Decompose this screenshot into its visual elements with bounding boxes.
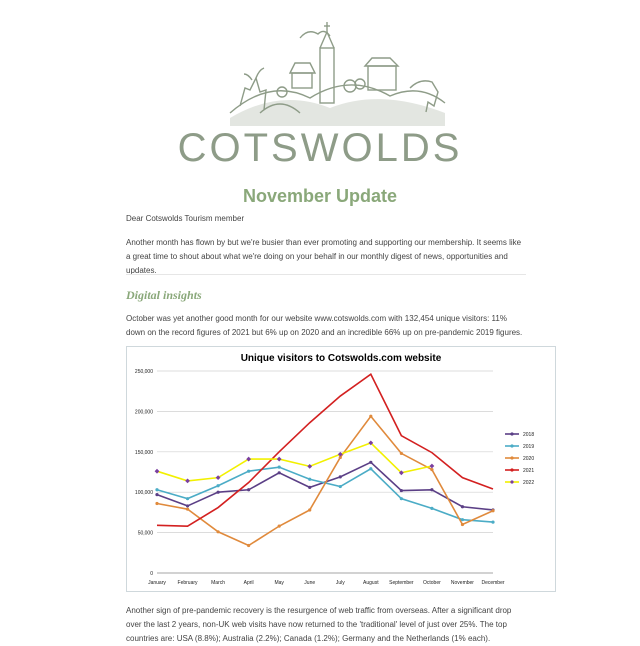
x-tick-label: November	[450, 580, 474, 586]
data-point	[155, 493, 158, 496]
data-point	[430, 488, 433, 491]
data-point	[247, 470, 250, 473]
brand-name: COTSWOLDS	[177, 126, 463, 170]
insights-paragraph: October was yet another good month for our website www.cotswolds.com with 132,454 unique visitors: 11% down on the record figures of 2021 but 6% up on 2020 and an incredible 66% up on pre-pandemic 2019 figures.	[126, 314, 523, 337]
data-point	[369, 461, 372, 464]
x-tick-label: March	[211, 580, 226, 586]
data-point	[400, 452, 403, 455]
x-tick-label: August	[363, 580, 379, 586]
overseas-paragraph: Another sign of pre-pandemic recovery is the resurgence of web traffic from overseas. After a significant drop over the last 2 years, non-UK web visits have now returned to the 'traditional' level of just over 25%. The top countries are: USA (8.8%); Australia (2.2%); Canada (1.2%); Germany and the Netherlands (1% each).	[126, 606, 512, 643]
data-point	[216, 530, 219, 533]
legend-marker	[510, 480, 513, 483]
data-point	[216, 491, 219, 494]
data-point	[491, 520, 494, 523]
legend-label: 2020	[523, 456, 535, 462]
x-tick-label: June	[304, 580, 316, 586]
x-tick-label: February	[177, 580, 198, 586]
x-tick-label: October	[423, 580, 441, 586]
data-point	[186, 497, 189, 500]
data-point	[278, 471, 281, 474]
data-point	[461, 523, 464, 526]
data-point	[186, 508, 189, 511]
x-tick-label: July	[335, 580, 345, 586]
series-line-2021	[157, 374, 493, 526]
x-tick-label: April	[243, 580, 254, 586]
legend-label: 2022	[523, 480, 535, 486]
data-point	[400, 497, 403, 500]
legend-label: 2021	[523, 468, 535, 474]
data-point	[308, 478, 311, 481]
data-point	[400, 489, 403, 492]
y-tick-label: 150,000	[134, 449, 153, 456]
legend-label: 2019	[523, 444, 535, 450]
data-point	[339, 475, 342, 478]
legend-marker	[510, 444, 513, 447]
data-point	[278, 525, 281, 528]
series-line-2022	[157, 443, 432, 481]
page-title: November Update	[242, 186, 398, 206]
y-tick-label: 200,000	[134, 409, 153, 416]
series-line-2018	[157, 462, 493, 510]
y-tick-label: 250,000	[134, 369, 153, 375]
data-point	[186, 504, 189, 507]
visitors-chart-svg	[127, 347, 555, 591]
y-tick-label: 100,000	[134, 490, 153, 497]
legend-label: 2018	[523, 432, 535, 438]
data-point	[278, 466, 281, 469]
data-point	[369, 415, 372, 418]
section-divider	[126, 274, 526, 275]
greeting-text: Dear Cotswolds Tourism member	[126, 214, 245, 223]
data-point	[491, 509, 494, 512]
data-point	[461, 505, 464, 508]
x-tick-label: September	[389, 580, 414, 586]
intro-paragraph: Another month has flown by but we're busier than ever promoting and supporting our membership. It seems like a great time to shout about what we're doing on your behalf in our monthly digest of news, opportunities and updates.	[126, 238, 522, 275]
data-point	[247, 488, 250, 491]
data-point	[247, 544, 250, 547]
data-point	[461, 518, 464, 521]
data-point	[308, 486, 311, 489]
x-tick-label: May	[274, 580, 284, 586]
legend-marker	[510, 456, 513, 459]
data-point	[369, 467, 372, 470]
section-heading: Digital insights	[126, 288, 202, 302]
data-point	[155, 488, 158, 491]
data-point	[216, 484, 219, 487]
data-point	[430, 468, 433, 471]
y-tick-label: 50,000	[137, 530, 153, 537]
data-point	[277, 457, 282, 462]
data-point	[185, 478, 190, 483]
header-logo	[0, 18, 640, 170]
data-point	[155, 502, 158, 505]
legend-marker	[510, 432, 513, 435]
x-tick-label: January	[148, 580, 166, 586]
data-point	[430, 464, 435, 469]
data-point	[339, 485, 342, 488]
y-tick-label: 0	[150, 571, 153, 577]
data-point	[430, 507, 433, 510]
x-tick-label: December	[481, 580, 505, 586]
cotswolds-illustration-icon	[200, 18, 460, 128]
visitors-chart	[126, 346, 556, 592]
chart-title: Unique visitors to Cotswolds.com website	[240, 353, 442, 364]
data-point	[308, 508, 311, 511]
data-point	[155, 469, 160, 474]
legend-marker	[510, 468, 513, 471]
data-point	[307, 464, 312, 469]
series-line-2020	[157, 416, 493, 545]
